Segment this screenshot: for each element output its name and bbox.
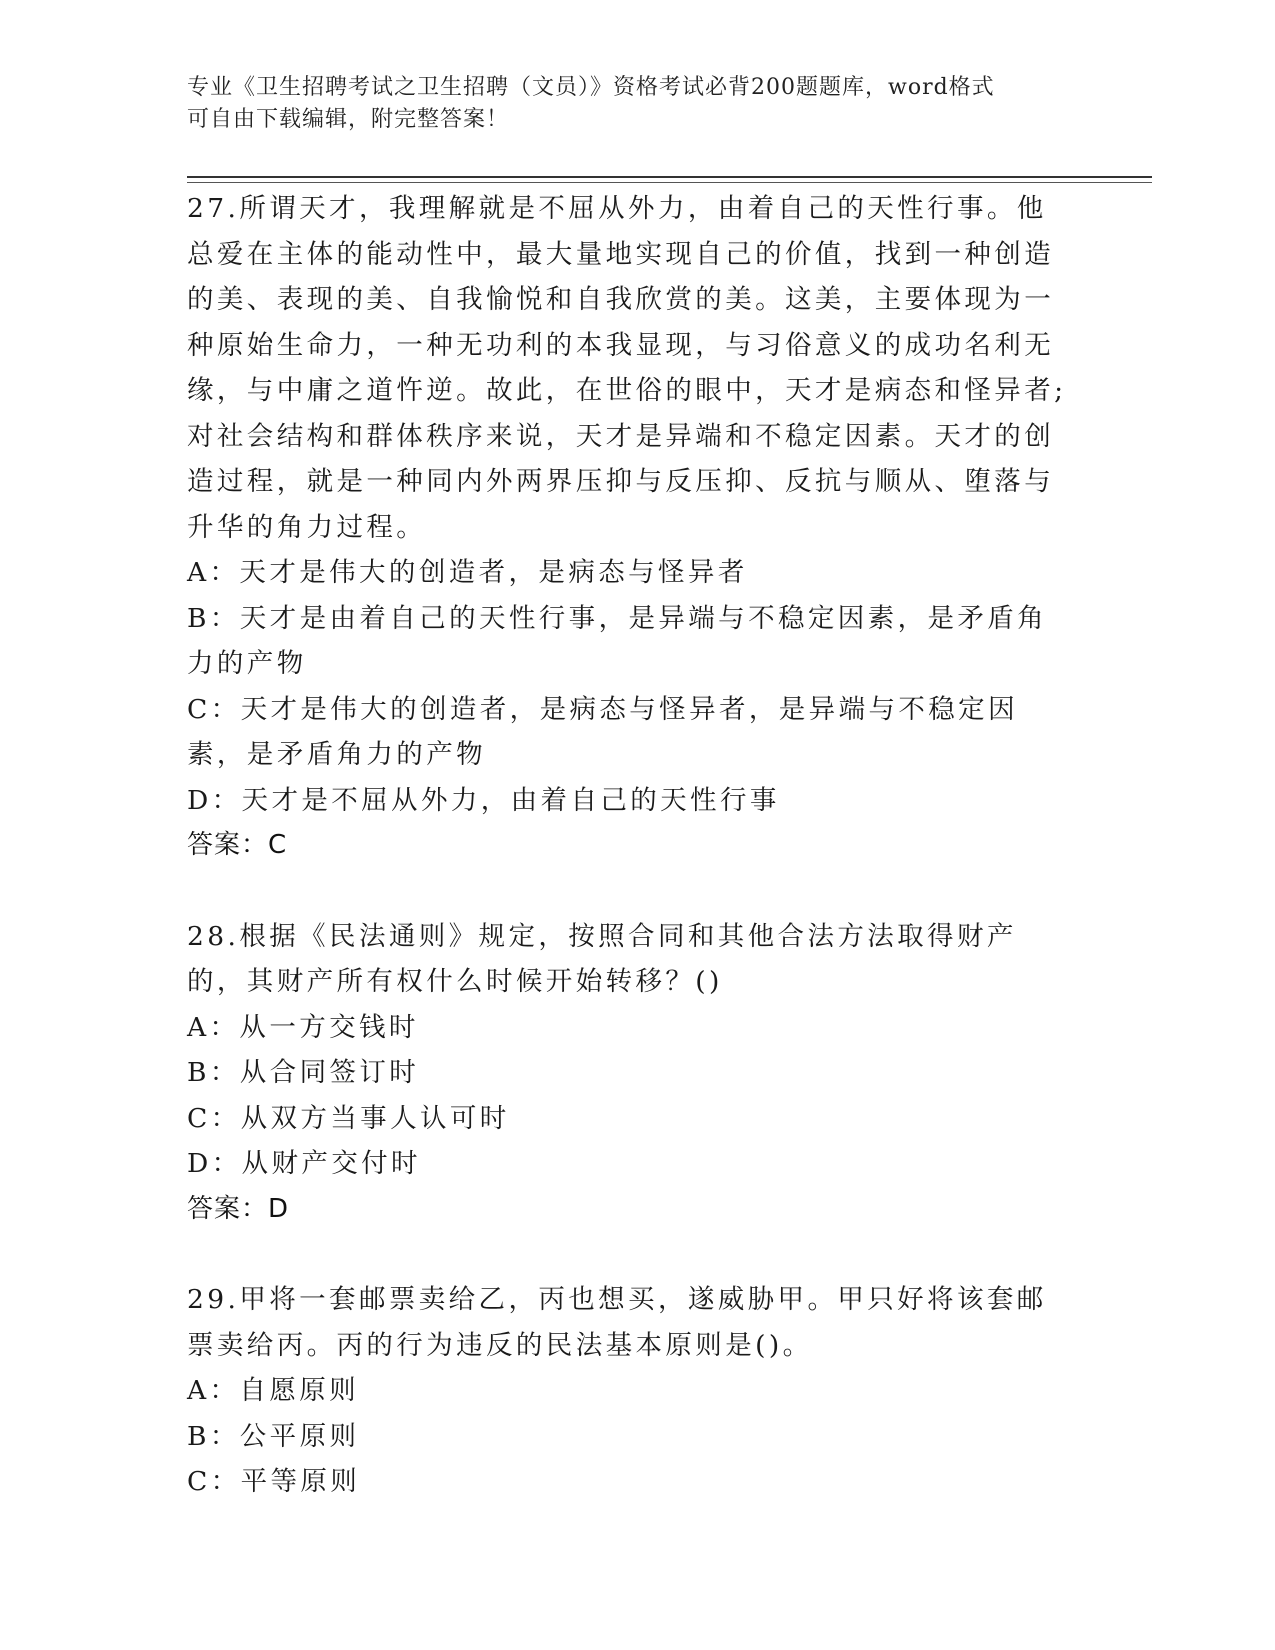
question-list bbox=[187, 186, 1067, 1550]
option-b: B：公平原则 bbox=[187, 1420, 360, 1452]
option-c: C：平等原则 bbox=[187, 1466, 361, 1497]
question-stem: 29.甲将一套邮票卖给乙，丙也想买，遂威胁甲。甲只好将该套邮票卖给丙。丙的行为违反的民法基本原则是()。 bbox=[187, 1284, 1047, 1361]
option-d: D：天才是不屈从外力，由着自己的天性行事 bbox=[187, 784, 780, 816]
option-a: A：天才是伟大的创造者，是病态与怪异者 bbox=[187, 557, 748, 588]
option-a: A：自愿原则 bbox=[187, 1375, 360, 1406]
question-stem: 27.所谓天才，我理解就是不屈从外力，由着自己的天性行事。他总爱在主体的能动性中，最大量地实现自己的价值，找到一种创造的美、表现的美、自我愉悦和自我欣赏的美。这美，主要体现为一种原始生命力，一种无功利的本我显现，与习俗意义的成功名利无缘，与中庸之道忤逆。故此，在世俗的眼中，天才是病态和怪异者;对社会结构和群体秩序来说，天才是异端和不稳定因素。天才的创造过程，就是一种同内外两界压抑与反压抑、反抗与顺从、堕落与升华的角力过程。 bbox=[187, 193, 1067, 543]
question-block-28 bbox=[187, 914, 1067, 1233]
option-d: D：从财产交付时 bbox=[187, 1148, 421, 1179]
question-block-27 bbox=[187, 186, 1067, 869]
option-b: B：从合同签订时 bbox=[187, 1057, 420, 1088]
option-a: A：从一方交钱时 bbox=[187, 1011, 419, 1043]
header-divider-thin bbox=[187, 182, 1152, 183]
answer-label: 答案：D bbox=[187, 1193, 290, 1224]
option-c: C：天才是伟大的创造者，是病态与怪异者，是异端与不稳定因素，是矛盾角力的产物 bbox=[187, 693, 1018, 770]
option-c: C：从双方当事人认可时 bbox=[187, 1102, 510, 1134]
option-b: B：天才是由着自己的天性行事，是异端与不稳定因素，是矛盾角力的产物 bbox=[187, 602, 1048, 679]
answer-label: 答案：C bbox=[187, 830, 288, 860]
header-divider-thick bbox=[187, 176, 1152, 178]
header-line-1: 专业《卫生招聘考试之卫生招聘（文员）》资格考试必背200题题库，word格式 bbox=[187, 75, 995, 100]
document-header bbox=[187, 72, 1067, 136]
question-stem: 28.根据《民法通则》规定，按照合同和其他合法方法取得财产的，其财产所有权什么时候开始转移？() bbox=[187, 920, 1017, 997]
question-block-29 bbox=[187, 1277, 1067, 1505]
header-line-2: 可自由下载编辑，附完整答案！ bbox=[187, 107, 510, 132]
